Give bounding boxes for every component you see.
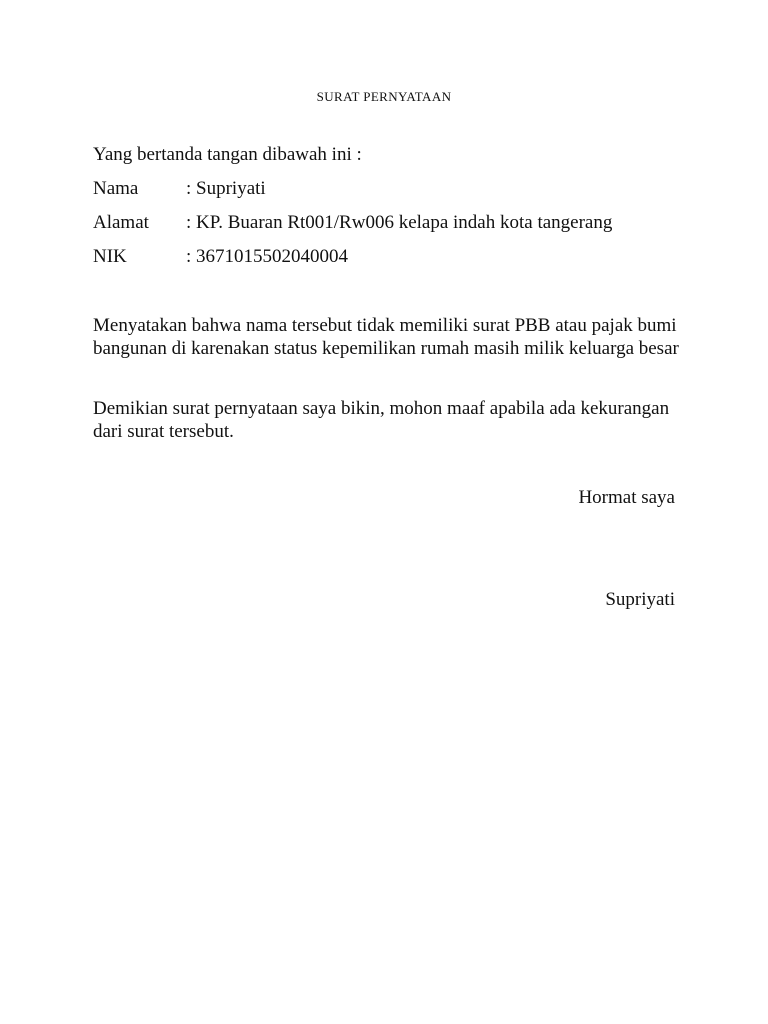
intro-line: Yang bertanda tangan dibawah ini : bbox=[93, 144, 362, 165]
statement-paragraph: Menyatakan bahwa nama tersebut tidak memiliki surat PBB atau pajak bumi bangunan di karenakan status kepemilikan rumah masih milik keluarga besar bbox=[93, 315, 679, 359]
field-label: NIK bbox=[93, 246, 127, 267]
closing-salutation: Hormat saya bbox=[578, 487, 675, 508]
field-nik bbox=[93, 246, 348, 268]
field-value: : KP. Buaran Rt001/Rw006 kelapa indah kota tangerang bbox=[186, 212, 613, 233]
field-value: : 3671015502040004 bbox=[186, 246, 349, 267]
field-label: Nama bbox=[93, 178, 139, 199]
signer-name: Supriyati bbox=[605, 589, 675, 610]
document-title: SURAT PERNYATAAN bbox=[316, 89, 452, 104]
closing-paragraph: Demikian surat pernyataan saya bikin, mohon maaf apabila ada kekurangan dari surat tersebut. bbox=[93, 398, 670, 442]
field-label: Alamat bbox=[93, 212, 149, 233]
field-value: : Supriyati bbox=[186, 178, 266, 199]
field-nama bbox=[93, 178, 266, 200]
field-alamat bbox=[93, 212, 612, 234]
